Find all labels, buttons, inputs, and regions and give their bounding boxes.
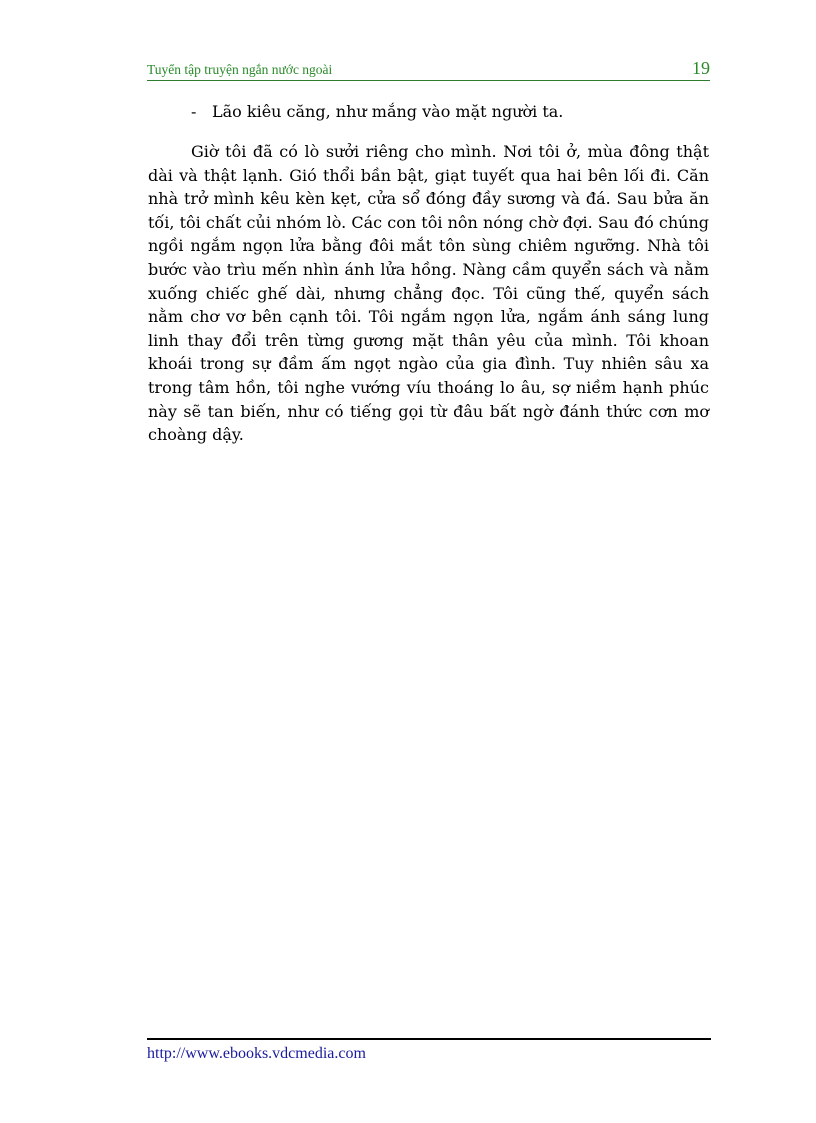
footer-divider — [147, 1038, 711, 1040]
dialog-dash: - — [191, 102, 197, 121]
body-paragraph: Giờ tôi đã có lò sưởi riêng cho mình. Nơi tôi ở, mùa đông thật dài và thật lạnh. Gió thổi bần bật, giạt tuyết qua hai bên lối đi. Căn nhà trở mình kêu kèn kẹt, cửa sổ đóng đầy sương và đá. Sau bửa ăn tối, tôi chất củi nhóm lò. Các con tôi nôn nóng chờ đợi. Sau đó chúng ngồi ngắm ngọn lửa bằng đôi mắt tôn sùng chiêm ngưỡng. Nhà tôi bước vào trìu mến nhìn ánh lửa hồng. Nàng cầm quyển sách và nằm xuống chiếc ghế dài, nhưng chẳng đọc. Tôi cũng thế, quyển sách nằm chơ vơ bên cạnh tôi. Tôi ngắm ngọn lửa, ngắm ánh sáng lung linh thay đổi trên từng gương mặt thân yêu của mình. Tôi khoan khoái trong sự đầm ấm ngọt ngào của gia đình. Tuy nhiên sâu xa trong tâm hồn, tôi nghe vướng víu thoáng lo âu, sợ niềm hạnh phúc này sẽ tan biến, như có tiếng gọi từ đâu bất ngờ đánh thức cơn mơ choàng dậy. — [148, 142, 709, 445]
dialog-line — [191, 101, 563, 123]
page-header — [147, 60, 710, 81]
footer-url-link[interactable]: http://www.ebooks.vdcmedia.com — [147, 1045, 366, 1062]
page-number: 19 — [692, 58, 710, 78]
book-title: Tuyển tập truyện ngắn nước ngoài — [147, 62, 333, 77]
dialog-text: Lão kiêu căng, như mắng vào mặt người ta. — [212, 102, 564, 121]
